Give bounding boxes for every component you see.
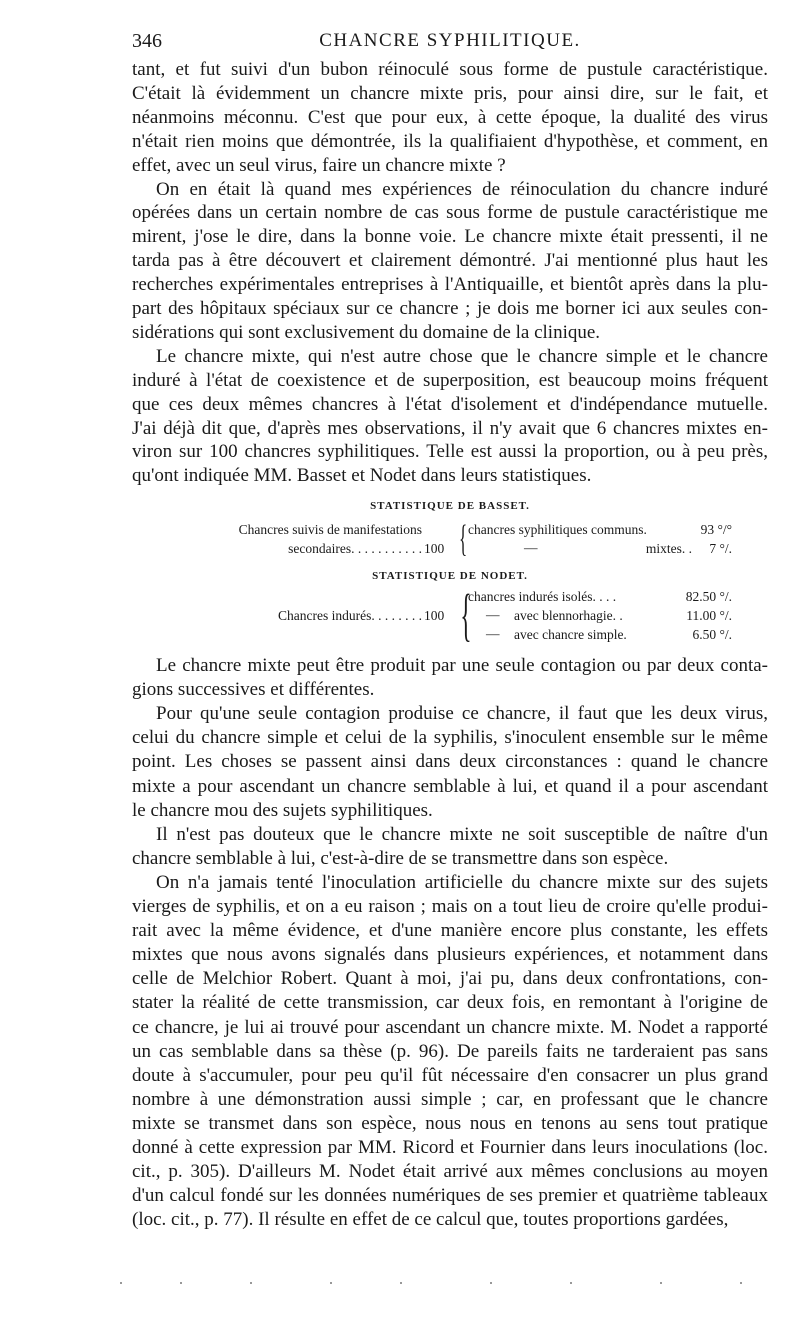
text-line: On n'a jamais tenté l'inoculation artificielle du chancre mixte sur des sujets [156,871,768,893]
basset-ditto-dash: — [524,540,538,555]
text-line: que ces deux mêmes chancres à l'état d'isolement et d'indépendance mutuelle. [132,393,768,415]
basset-total: 100 [424,541,445,556]
text-line: tant, et fut suivi d'un bubon réinoculé sous forme de pustule caractéristique. [132,59,768,80]
text-line: chancre semblable à lui, c'est-à-dire de se transmettre dans son espèce. [132,847,669,869]
text-line: rait avec la même évidence, et d'une manière encore plus constante, les effets [132,920,768,942]
text-line: le chancre mou des sujets syphilitiques. [132,799,433,821]
text-line: part des hôpitaux spéciaux sur ce chancre ; je dois me borner ici aux seules con- [132,298,768,319]
page-header [132,30,768,56]
running-title: CHANCRE SYPHILITIQUE. [319,30,581,51]
text-line: Le chancre mixte, qui n'est autre chose que le chancre simple et le chancre [156,345,768,367]
nodet-row-label: avec blennorhagie. . [514,608,623,623]
text-line: cit., p. 305). D'ailleurs M. Nodet était arrivé aux mêmes conclusions au moyen [132,1161,768,1183]
text-line: On en était là quand mes expériences de réinoculation du chancre induré [156,178,768,200]
text-line: induré à l'état de coexistence et de superposition, est beaucoup moins fréquent [132,369,768,391]
text-line: sidérations qui sont exclusivement du domaine de la clinique. [132,321,601,343]
text-line: J'ai déjà dit que, d'après mes observations, il n'y avait que 6 chancres mixtes en- [132,417,768,439]
text-line: Il n'est pas douteux que le chancre mixte ne soit susceptible de naître d'un [156,823,768,845]
basset-row-value: 93 °/° [700,522,732,537]
nodet-statistics-title: STATISTIQUE DE NODET. [372,570,528,582]
nodet-brace: { [460,582,472,647]
basset-left-label-1: Chancres suivis de manifestations [238,522,422,537]
text-line: celui du chancre simple et celui de la syphilis, s'inoculent ensemble sur le même [132,727,768,749]
basset-left-label-2: secondaires. . . . . . . . . . . [288,541,422,556]
text-line: qu'ont indiquée MM. Basset et Nodet dans leurs statistiques. [132,465,592,487]
basset-row-value: 7 °/. [709,541,732,556]
text-line: Le chancre mixte peut être produit par une seule contagion ou par deux conta- [156,655,768,676]
text-line: donné à cette expression par MM. Ricord et Fournier dans leurs inoculations (loc. [132,1137,768,1158]
scan-specks [100,1282,760,1286]
text-line: viron sur 100 chancres syphilitiques. Telle est aussi la proportion, ou à peu près, [132,441,768,463]
text-line: Pour qu'une seule contagion produise ce chancre, il faut que les deux virus, [156,703,768,725]
page-number: 346 [132,30,162,52]
text-line: mixte se transmet dans son espèce, nous nous en tenons au sens tout pratique [132,1112,768,1134]
text-line: tarda pas à être découvert et clairement démontré. J'ai mentionné plus haut les [132,250,768,272]
text-line: mixtes que nous avons signalés dans plusieurs expériences, et notamment dans [132,944,768,966]
text-line: effet, avec un seul virus, faire un chancre mixte ? [132,154,506,176]
nodet-left-label: Chancres indurés. . . . . . . . [278,608,422,623]
basset-statistics-title: STATISTIQUE DE BASSET. [370,500,530,512]
text-line: n'était rien moins que démontrée, ils la qualifiaient d'hypothèse, et comment, en [132,130,768,152]
text-line: point. Les choses se passent ainsi dans deux circonstances : quand le chancre [132,751,768,773]
text-line: d'un calcul fondé sur les données numériques de ses premier et quatrième tableaux [132,1185,768,1207]
text-line: un cas semblable dans sa thèse (p. 96). De pareils faits ne tarderaient pas sans [132,1040,768,1062]
text-line: (loc. cit., p. 77). Il résulte en effet de ce calcul que, toutes proportions gardées, [132,1209,729,1231]
nodet-ditto-dash: — [486,626,500,641]
basset-row-label: mixtes. . [645,541,692,556]
nodet-row-value: 11.00 °/. [686,608,732,623]
text-line: celle de Melchior Robert. Quant à moi, j'ai pu, dans deux confrontations, con- [132,968,768,990]
text-line: mixte a pour ascendant un chancre semblable à lui, et quand il a pour ascendant [132,775,768,797]
nodet-total: 100 [424,608,445,623]
text-line: opérées dans un certain nombre de cas sous forme de pustule caractéristique me [132,202,768,224]
nodet-ditto-dash: — [486,607,500,622]
text-line: mirent, j'ose le dire, dans la bonne voie. Le chancre mixte était pressenti, il ne [132,226,768,248]
text-line: ce chancre, je lui ai trouvé pour ascendant un chancre mixte. M. Nodet a rapporté [132,1016,768,1038]
text-line: néanmoins méconnu. C'est que pour eux, à cette époque, la dualité des virus [132,106,768,128]
nodet-row-value: 6.50 °/. [692,627,732,642]
nodet-row-label: avec chancre simple. [514,627,627,642]
text-line: gions successives et différentes. [132,679,375,701]
nodet-row-value: 82.50 °/. [685,589,732,604]
basset-brace: { [459,518,468,560]
text-line: doute à s'accumuler, pour peu qu'il fût nécessaire d'en consacrer un plus grand [132,1064,768,1086]
text-line: recherches expérimentales entreprises à l'Antiquaille, et bientôt après dans la plu- [132,274,768,296]
nodet-row-label: chancres indurés isolés. . . . [468,589,617,604]
text-line: stater la réalité de cette transmission, car deux fois, en remontant à l'origine de [132,992,768,1014]
basset-row-label: chancres syphilitiques communs. [468,522,647,537]
text-line: nombre à une démonstration aussi simple ; car, en professant que le chancre [132,1088,768,1110]
text-line: C'était là évidemment un chancre mixte pris, pour ainsi dire, sur le fait, et [132,82,768,104]
text-line: vierges de syphilis, et on a eu raison ; mais on a tout lieu de croire qu'elle produi- [132,896,768,917]
